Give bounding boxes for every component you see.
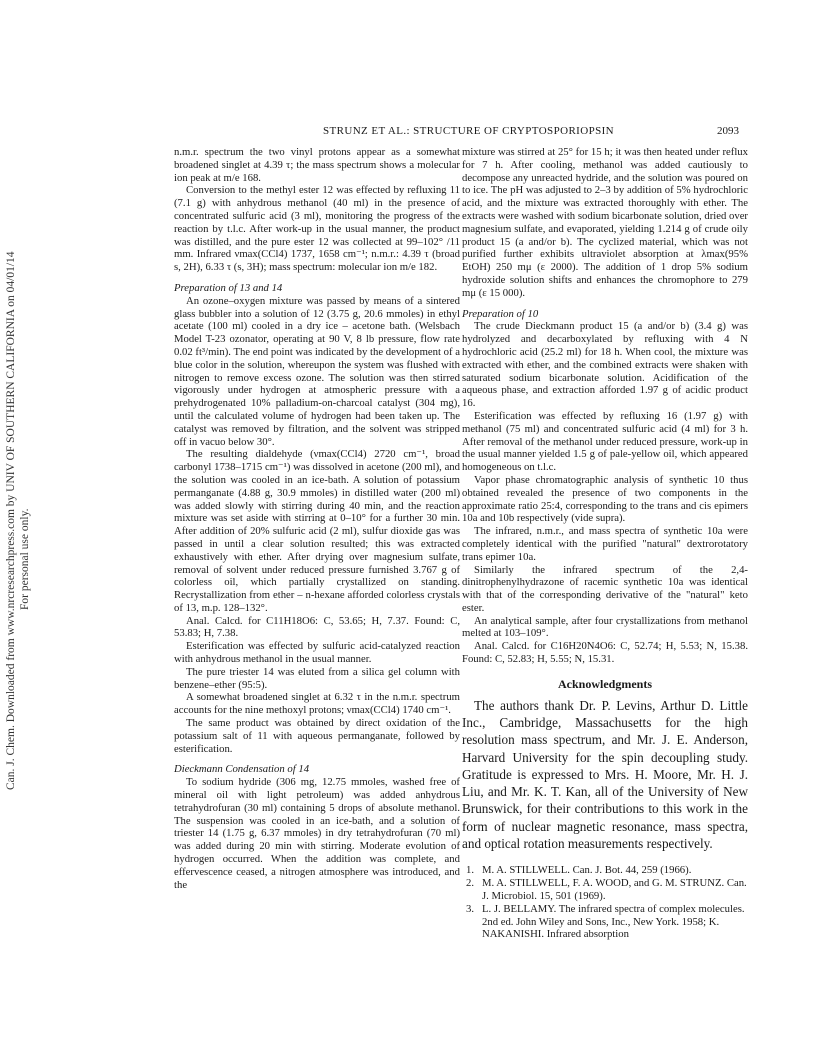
section-heading: Preparation of 10 [462,307,539,320]
reference-item [462,864,748,877]
page-header [173,125,739,141]
reference-text: M. A. STILLWELL, F. A. WOOD, and G. M. STRUNZ. Can. J. Microbiol. 15, 501 (1969). [482,877,747,902]
paragraph: Conversion to the methyl ester 12 was effected by refluxing 11 (7.1 g) with anhydrous methanol (40 ml) in the presence of concentrated sulfuric acid (3 ml), monitoring the progress of the reaction by t.l.c. After work-up in the usual manner, the product was distilled, and the pure ester 12 was collected at 99–102° /11 mm. Infrared νmax(CCl4) 1737, 1658 cm⁻¹; n.m.r.: 4.39 τ (broad s, 2H), 6.33 τ (s, 3H); mass spectrum: molecular ion m/e 182. [174,184,460,274]
reference-number: 1. [466,864,475,877]
paragraph: Vapor phase chromatographic analysis of synthetic 10 thus obtained revealed the presence of two components in the approximate ratio 25:4, corresponding to the trans and cis epimers 10a and 10b respectively (vide supra). [462,473,748,525]
reference-number: 2. [466,877,475,890]
download-watermark [0,0,40,1052]
watermark-text [4,251,32,790]
paragraph: The same product was obtained by direct oxidation of the potassium salt of 11 with aqueous permanganate, followed by esterification. [174,717,460,755]
acknowledgments-heading: Acknowledgments [557,676,652,691]
running-head: STRUNZ ET AL.: STRUCTURE OF CRYPTOSPORIOPSIN [323,125,615,137]
section-heading: Dieckmann Condensation of 14 [174,763,310,776]
watermark-line-2: For personal use only. [19,508,31,610]
acknowledgments-body: The authors thank Dr. P. Levins, Arthur D. Little Inc., Cambridge, Massachusetts for the high resolution mass spectrum, and Mr. J. E. Anderson, Harvard University for the spin decoupling study. Gratitude is expressed to Mrs. H. Moore, Mr. H. J. Liu, and Mr. K. T. Kan, all of the University of New Brunswick, for their contributions to this work in the form of nuclear magnetic resonance, mass spectra, and optical rotation measurements respectively. [462,697,748,852]
reference-item [462,877,748,903]
reference-text: M. A. STILLWELL. Can. J. Bot. 44, 259 (1966). [482,864,692,877]
right-column [462,146,748,941]
watermark-line-1: Can. J. Chem. Downloaded from www.nrcresearchpress.com by UNIV OF SOUTHERN CALIFORNIA on 04/01/14 [5,251,17,790]
paragraph: Anal. Calcd. for C16H20N4O6: C, 52.74; H, 5.53; N, 15.38. Found: C, 52.83; H, 5.55; N, 15.31. [462,640,748,666]
paragraph: The infrared, n.m.r., and mass spectra of synthetic 10a were completely identical with the purified "natural" dextrorotatory trans epimer 10a. [462,525,748,563]
paragraph: Similarly the infrared spectrum of the 2,4-dinitrophenylhydrazone of racemic synthetic 10a was identical with that of the corresponding derivative of the "natural" keto ester. [462,563,748,614]
paragraph: The pure triester 14 was eluted from a silica gel column with benzene–ether (95:5). [174,665,460,691]
paragraph: A somewhat broadened singlet at 6.32 τ in the n.m.r. spectrum accounts for the nine methoxyl protons; νmax(CCl4) 1740 cm⁻¹. [174,691,460,717]
paragraph: To sodium hydride (306 mg, 12.75 mmoles, washed free of mineral oil with light petroleum) was added anhydrous tetrahydrofuran (30 ml) containing 5 drops of absolute methanol. The suspension was cooled in an ice-bath, and a solution of triester 14 (1.75 g, 6.37 mmoles) in dry tetrahydrofuran (70 ml) was added during 20 min with stirring. Moderate evolution of hydrogen occurred. When the addition was complete, and effervescence ceased, a nitrogen atmosphere was introduced, and the [174,776,460,891]
paragraph: An analytical sample, after four crystallizations from methanol melted at 103–109°. [462,614,748,640]
paragraph: The resulting dialdehyde (νmax(CCl4) 2720 cm⁻¹, broad carbonyl 1738–1715 cm⁻¹) was dissolved in acetone (200 ml), and the solution was cooled in an ice-bath. A solution of potassium permanganate (4.88 g, 30.9 mmoles) in distilled water (200 ml) was added slowly with stirring during 40 min, and the reaction mixture was set aside with stirring at 0–10° for a further 30 min. After addition of 20% sulfuric acid (2 ml), sulfur dioxide gas was passed in until a clear solution resulted; this was extracted exhaustively with ether. After drying over magnesium sulfate, removal of solvent under reduced pressure furnished 3.767 g of colorless oil, which partially crystallized on standing. Recrystallization from ether – n-hexane afforded colorless crystals of 13, m.p. 128–132°. [174,448,460,614]
left-column [174,146,460,891]
paragraph: Esterification was effected by sulfuric acid-catalyzed reaction with anhydrous methanol in the usual manner. [174,640,460,666]
page-number: 2093 [717,125,739,137]
paragraph: n.m.r. spectrum the two vinyl protons appear as a somewhat broadened singlet at 4.39 τ; the mass spectrum shows a molecular ion peak at m/e 168. [174,146,460,184]
reference-number: 3. [466,902,475,915]
reference-list [462,864,748,941]
reference-item [462,903,748,941]
paragraph: Esterification was effected by refluxing 16 (1.97 g) with methanol (75 ml) and concentrated sulfuric acid (4 ml) for 3 h. After removal of the methanol under reduced pressure, work-up in the usual manner yielded 1.5 g of pale-yellow oil, which appeared homogeneous on t.l.c. [462,409,748,474]
paragraph: Anal. Calcd. for C11H18O6: C, 53.65; H, 7.37. Found: C, 53.83; H, 7.38. [174,614,460,640]
paragraph: An ozone–oxygen mixture was passed by means of a sintered glass bubbler into a solution of 12 (3.75 g, 20.6 mmoles) in ethyl acetate (100 ml) cooled in a dry ice – acetone bath. (Welsbach Model T-23 ozonator, operating at 90 V, 8 lb pressure, flow rate 0.02 ft³/min). The end point was indicated by the development of a blue color in the solution, whereupon the system was flushed with nitrogen to remove excess ozone. The solution was then stirred vigorously under hydrogen at atmospheric pressure with a prehydrogenated 10% palladium-on-charcoal catalyst (304 mg), until the calculated volume of hydrogen had been taken up. The catalyst was removed by filtration, and the solvent was stripped off in vacuo below 30°. [174,294,460,448]
reference-text: L. J. BELLAMY. The infrared spectra of complex molecules. 2nd ed. John Wiley and Sons, Inc., New York. 1958; K. NAKANISHI. Infrared absorption [482,902,745,941]
paragraph: mixture was stirred at 25° for 15 h; it was then heated under reflux for 7 h. After cooling, methanol was added cautiously to decompose any unreacted hydride, and the solution was poured on to ice. The pH was adjusted to 2–3 by addition of 5% hydrochloric acid, and the mixture was extracted thoroughly with ether. The extracts were washed with sodium bicarbonate solution, dried over magnesium sulfate, and evaporated, yielding 1.214 g of crude oily product 15 (a and/or b). The cyclized material, which was not purified further exhibits ultraviolet absorption at λmax(95% EtOH) 250 mμ (ε 2000). The addition of 1 drop 5% sodium hydroxide solution shifts and enhances the chromophore to 279 mμ (ε 15 000). [462,146,748,299]
paragraph: The crude Dieckmann product 15 (a and/or b) (3.4 g) was hydrolyzed and decarboxylated by refluxing with 4 N hydrochloric acid (25.2 ml) for 18 h. When cool, the mixture was extracted with ether, and the combined extracts were shaken with saturated sodium bicarbonate solution. Acidification of the aqueous phase, and extraction afforded 1.97 g of acidic product 16. [462,320,748,410]
section-heading: Preparation of 13 and 14 [174,281,283,294]
